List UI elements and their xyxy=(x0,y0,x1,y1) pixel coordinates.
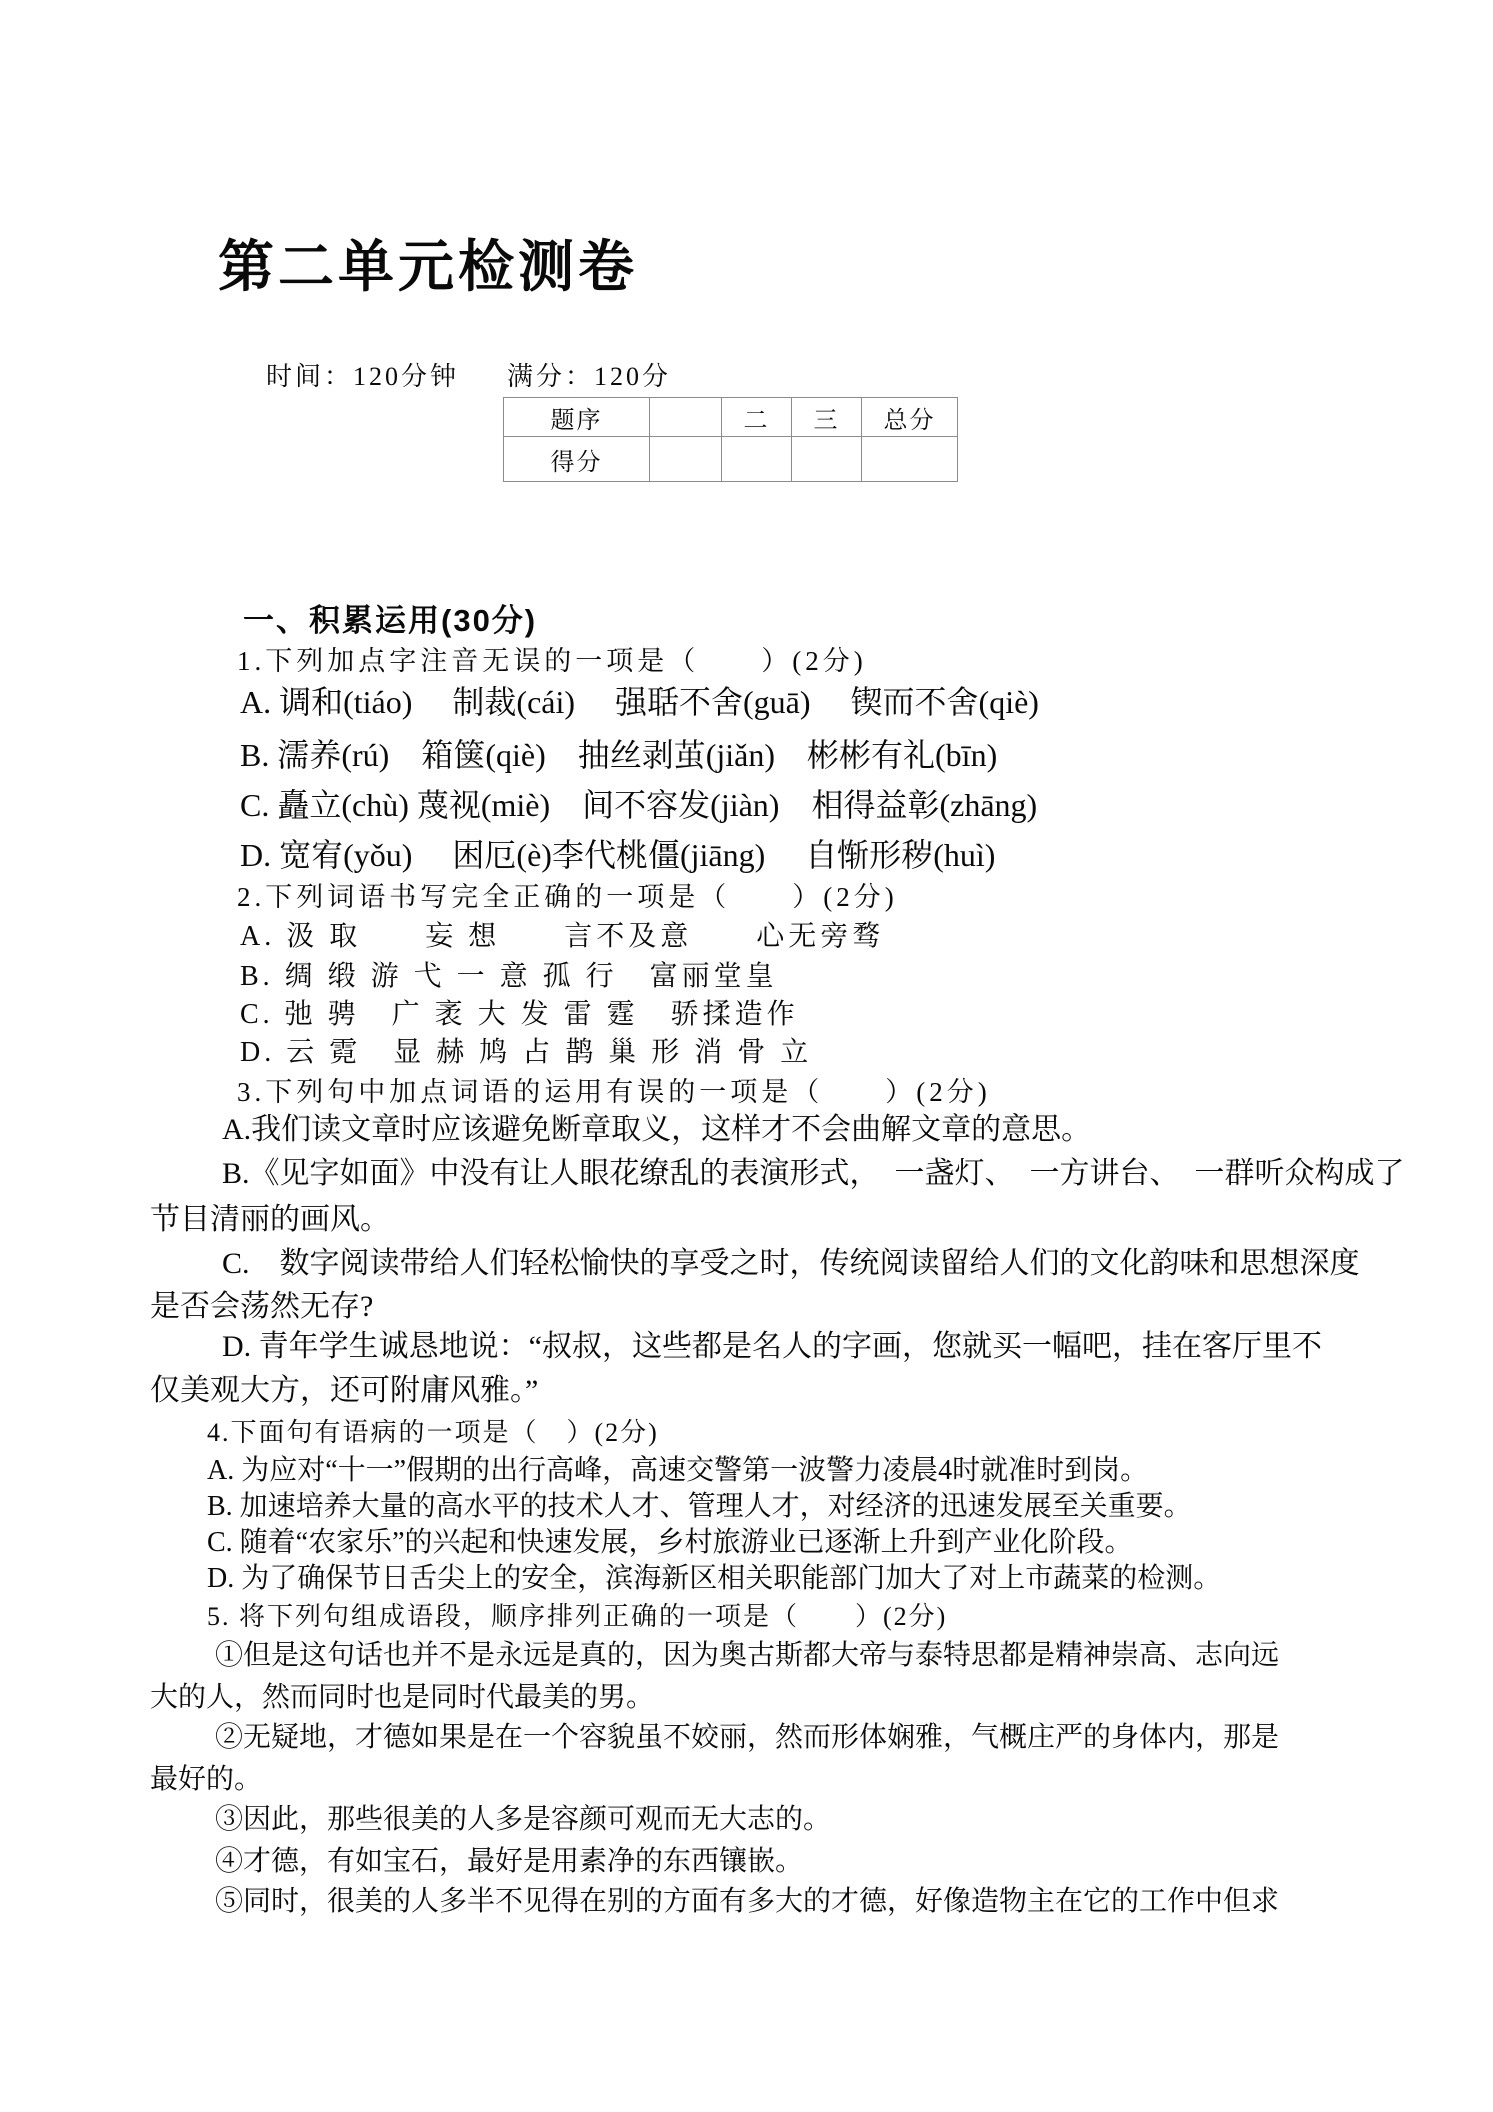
q5-sentence-5: ⑤同时，很美的人多半不见得在别的方面有多大的才德，好像造物主在它的工作中但求 xyxy=(215,1886,1280,1917)
score-table-cell-score1 xyxy=(650,437,722,482)
q3-option-b-line2: 节目清丽的画风。 xyxy=(150,1203,390,1236)
q3-option-c-line1: C. 数字阅读带给人们轻松愉快的享受之时，传统阅读留给人们的文化韵味和思想深度 xyxy=(222,1247,1360,1280)
q2-option-d: D. 云 霓 显 赫 鸠 占 鹊 巢 形 消 骨 立 xyxy=(240,1037,813,1068)
q5-sentence-3: ③因此，那些很美的人多是容颜可观而无大志的。 xyxy=(215,1804,832,1835)
section-1-heading: 一、积累运用(30分) xyxy=(243,603,538,638)
q3-option-c-line2: 是否会荡然无存? xyxy=(150,1290,374,1323)
time-limit-label: 时间：120分钟 xyxy=(266,362,460,391)
q1-option-d: D. 宽宥(yǒu) 困厄(è)李代桃僵(jiāng) 自惭形秽(huì) xyxy=(240,837,996,873)
q3-stem: 3.下列句中加点词语的运用有误的一项是（ ）(2分) xyxy=(237,1077,991,1107)
q4-stem: 4.下面句有语病的一项是（ ）(2分) xyxy=(207,1418,659,1447)
score-table-cell-part3: 三 xyxy=(792,398,862,437)
q2-stem: 2.下列词语书写完全正确的一项是（ ）(2分) xyxy=(237,882,898,912)
q1-stem: 1.下列加点字注音无误的一项是（ ）(2分) xyxy=(237,646,867,676)
q5-sentence-2-line1: ②无疑地，才德如果是在一个容貌虽不姣丽，然而形体娴雅，气概庄严的身体内，那是 xyxy=(215,1722,1280,1753)
full-score-label: 满分：120分 xyxy=(507,362,672,391)
score-table-cell-score-label: 得分 xyxy=(504,437,650,482)
score-table-cell-total: 总分 xyxy=(862,398,958,437)
q1-option-a: A. 调和(tiáo) 制裁(cái) 强聒不舍(guā) 锲而不舍(qiè) xyxy=(240,684,1039,720)
q5-stem: 5. 将下列句组成语段，顺序排列正确的一项是（ ）(2分) xyxy=(207,1602,948,1631)
q2-option-c: C. 弛 骋 广 袤 大 发 雷 霆 骄揉造作 xyxy=(240,999,799,1030)
q3-option-d-line2: 仅美观大方，还可附庸风雅。” xyxy=(150,1374,539,1407)
q3-option-b-line1: B.《见字如面》中没有让人眼花缭乱的表演形式， 一盏灯、 一方讲台、 一群听众构成了 xyxy=(222,1157,1405,1190)
q5-sentence-1-line1: ①但是这句话也并不是永远是真的，因为奥古斯都大帝与泰特思都是精神崇高、志向远 xyxy=(215,1640,1280,1671)
q3-option-d-line1: D. 青年学生诚恳地说：“叔叔，这些都是名人的字画，您就买一幅吧，挂在客厅里不 xyxy=(222,1330,1322,1363)
score-table-cell-score-total xyxy=(862,437,958,482)
q2-option-b: B. 绸 缎 游 弋 一 意 孤 行 富丽堂皇 xyxy=(240,961,778,992)
q5-sentence-1-line2: 大的人，然而同时也是同时代最美的男。 xyxy=(150,1682,655,1713)
score-table xyxy=(503,397,958,482)
q4-option-a: A. 为应对“十一”假期的出行高峰，高速交警第一波警力凌晨4时就准时到岗。 xyxy=(207,1455,1149,1486)
score-table-cell-score2 xyxy=(722,437,792,482)
q1-option-c: C. 矗立(chù) 蔑视(miè) 间不容发(jiàn) 相得益彰(zhāng) xyxy=(240,787,1038,823)
score-table-cell-part1 xyxy=(650,398,722,437)
q5-sentence-2-line2: 最好的。 xyxy=(150,1764,263,1795)
q4-option-b: B. 加速培养大量的高水平的技术人才、管理人才，对经济的迅速发展至关重要。 xyxy=(207,1491,1192,1522)
q4-option-c: C. 随着“农家乐”的兴起和快速发展，乡村旅游业已逐渐上升到产业化阶段。 xyxy=(207,1527,1133,1558)
score-table-cell-score3 xyxy=(792,437,862,482)
q1-option-b: B. 濡养(rú) 箱箧(qiè) 抽丝剥茧(jiǎn) 彬彬有礼(bīn) xyxy=(240,737,998,773)
q5-sentence-4: ④才德，有如宝石，最好是用素净的东西镶嵌。 xyxy=(215,1846,804,1877)
score-table-cell-question-order: 题序 xyxy=(504,398,650,437)
q4-option-d: D. 为了确保节日舌尖上的安全，滨海新区相关职能部门加大了对上市蔬菜的检测。 xyxy=(207,1563,1222,1594)
q2-option-a: A. 汲 取 妄 想 言不及意 心无旁骛 xyxy=(240,921,885,952)
page-title: 第二单元检测卷 xyxy=(218,237,638,299)
q3-option-a: A.我们读文章时应该避免断章取义，这样才不会曲解文章的意思。 xyxy=(222,1113,1092,1146)
score-table-cell-part2: 二 xyxy=(722,398,792,437)
